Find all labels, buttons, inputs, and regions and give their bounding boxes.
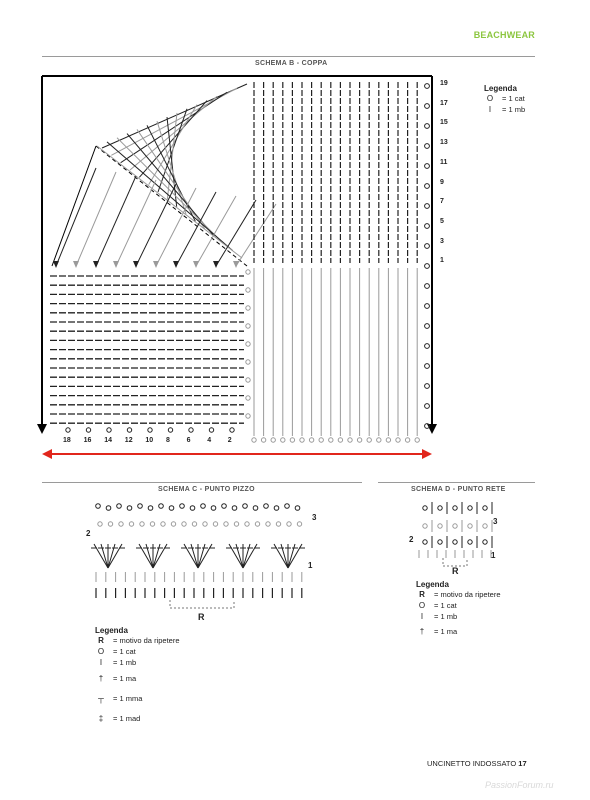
chain-mark <box>66 428 70 432</box>
chain-mark <box>425 324 430 329</box>
schema-c-rule <box>42 482 362 483</box>
chain-mark <box>129 522 133 526</box>
chain-mark <box>148 428 152 432</box>
legend-item-cat <box>416 600 501 611</box>
shaping-arrow <box>76 172 116 266</box>
legend-item-mb <box>416 611 501 622</box>
chain-mark <box>246 396 250 400</box>
legend-text: = 1 mb <box>502 105 526 114</box>
schema-b-legend <box>484 84 525 115</box>
column-number: 18 <box>63 437 71 444</box>
legend-text: = 1 mma <box>113 693 143 703</box>
legend-text: = 1 cat <box>113 647 136 656</box>
row-number: 17 <box>440 99 448 107</box>
vertical-stitch-columns <box>246 82 430 442</box>
chain-mark <box>222 504 227 509</box>
legend-text: = 1 ma <box>434 626 458 636</box>
chain-icon: O <box>486 94 494 103</box>
schema-d-title: SCHEMA D - PUNTO RETE <box>411 486 506 493</box>
chain-mark <box>483 524 487 528</box>
chain-mark <box>211 506 216 511</box>
chain-mark <box>438 540 442 544</box>
schema-b-title: SCHEMA B - COPPA <box>255 60 328 67</box>
chain-mark <box>189 428 193 432</box>
arrow-head <box>53 261 59 268</box>
chain-mark <box>425 384 430 389</box>
legend-item-mad <box>95 708 180 728</box>
row-label-1: 1 <box>491 551 496 560</box>
legend-text: = 1 ma <box>113 673 137 683</box>
schema-c-title: SCHEMA C - PUNTO PIZZO <box>158 486 255 493</box>
row-number: 3 <box>440 237 444 245</box>
legend-title: Legenda <box>95 626 128 635</box>
arrow-head <box>73 261 79 268</box>
chain-mark <box>405 438 409 442</box>
legend-item-mb <box>484 104 525 115</box>
shaping-arrow <box>136 184 176 266</box>
legend-text: = 1 cat <box>502 94 525 103</box>
column-number: 16 <box>83 437 92 444</box>
legend-item-cat <box>484 93 525 104</box>
chain-mark <box>425 184 430 189</box>
header-rule <box>42 56 535 57</box>
arrow-head <box>193 261 199 268</box>
repeat-icon: R <box>98 636 104 645</box>
chain-mark <box>468 540 472 544</box>
row-number: 9 <box>440 178 444 186</box>
chain-mark <box>203 522 207 526</box>
chain-mark <box>271 438 275 442</box>
repeat-bracket <box>170 600 234 608</box>
chain-mark <box>386 438 390 442</box>
schema-c-diagram <box>88 498 318 623</box>
row-number: 5 <box>440 217 444 225</box>
chain-mark <box>108 522 112 526</box>
arrow-head <box>153 261 159 268</box>
chain-mark <box>246 324 250 328</box>
legend-text: = 1 mad <box>113 713 141 723</box>
chain-mark <box>150 522 154 526</box>
horizontal-stitch-rows <box>50 276 244 432</box>
chain-mark <box>438 524 442 528</box>
chain-mark <box>338 438 342 442</box>
schema-d-diagram <box>405 498 505 578</box>
column-number: 4 <box>207 437 212 444</box>
chain-mark <box>190 506 195 511</box>
chain-mark <box>246 414 250 418</box>
legend-text: = motivo da ripetere <box>434 590 501 599</box>
repeat-label: R <box>198 612 205 622</box>
shaping-arrow <box>147 125 195 221</box>
chain-mark <box>209 428 213 432</box>
chain-icon: O <box>418 601 426 610</box>
chain-mark <box>425 364 430 369</box>
chain-mark <box>300 438 304 442</box>
schema-c-legend <box>95 626 180 728</box>
legend-text: = 1 mb <box>113 658 137 667</box>
chain-mark <box>348 438 352 442</box>
chain-mark <box>319 438 323 442</box>
chain-mark <box>171 522 175 526</box>
legend-item-ma <box>416 622 501 640</box>
chain-mark <box>274 506 279 511</box>
chain-mark <box>96 504 101 509</box>
column-number: 12 <box>124 437 133 444</box>
row-label-2: 2 <box>86 529 91 538</box>
chain-mark <box>213 522 217 526</box>
chain-mark <box>425 84 430 89</box>
shaping-arrow <box>116 180 156 266</box>
row-label-3: 3 <box>312 513 317 522</box>
chain-mark <box>425 264 430 269</box>
chain-mark <box>169 506 174 511</box>
chain-mark <box>453 540 457 544</box>
net-pattern-marks <box>419 502 492 558</box>
chain-mark <box>192 522 196 526</box>
chain-mark <box>276 522 280 526</box>
row-number: 13 <box>440 139 448 147</box>
arrow-head <box>113 261 119 268</box>
chain-mark <box>127 428 131 432</box>
arrow-head <box>213 261 219 268</box>
chain-mark <box>98 522 102 526</box>
chain-mark <box>117 504 122 509</box>
chain-mark <box>245 522 249 526</box>
shaping-arrow <box>176 192 216 266</box>
chain-mark <box>295 506 300 511</box>
chain-mark <box>423 524 427 528</box>
double-crochet-icon: † <box>419 626 425 636</box>
chain-mark <box>255 522 259 526</box>
row-number: 1 <box>440 257 444 265</box>
shaping-outline <box>52 146 96 266</box>
chain-mark <box>140 522 144 526</box>
legend-item-cat <box>95 646 180 657</box>
treble-crochet-icon: ‡ <box>98 713 104 723</box>
chain-mark <box>253 506 258 511</box>
row-label-1: 1 <box>308 561 313 570</box>
arrow-head <box>133 261 139 268</box>
chain-mark <box>425 304 430 309</box>
chain-mark <box>425 144 430 149</box>
chain-mark <box>425 244 430 249</box>
legend-item-mb <box>95 657 180 668</box>
row-number: 19 <box>440 80 448 87</box>
repeat-bracket <box>443 558 467 566</box>
column-number: 2 <box>227 437 232 444</box>
chain-mark <box>127 506 132 511</box>
footer-title: UNCINETTO INDOSSATO <box>427 759 517 768</box>
shaping-arrow <box>216 200 256 266</box>
chain-mark <box>106 506 111 511</box>
legend-item-mma <box>95 688 180 708</box>
chain-mark <box>246 342 250 346</box>
legend-item-ma <box>95 668 180 688</box>
chain-mark <box>468 524 472 528</box>
single-crochet-icon: I <box>488 105 492 114</box>
chain-mark <box>180 504 185 509</box>
shaping-arrow <box>96 176 136 266</box>
chain-mark <box>261 438 265 442</box>
double-crochet-icon: † <box>98 673 104 683</box>
legend-title: Legenda <box>484 84 517 93</box>
shaping-arrow <box>139 101 207 178</box>
legend-text: = 1 cat <box>434 601 457 610</box>
shaping-arrow <box>130 96 217 170</box>
section-tag: BEACHWEAR <box>473 30 535 40</box>
row-label-3: 3 <box>493 517 498 526</box>
chain-mark <box>148 506 153 511</box>
chain-mark <box>246 378 250 382</box>
watermark: PassionForum.ru <box>485 780 554 790</box>
chain-mark <box>266 522 270 526</box>
chain-mark <box>182 522 186 526</box>
chain-mark <box>246 270 250 274</box>
row-label-2: 2 <box>409 535 414 544</box>
chain-mark <box>483 540 487 544</box>
chain-mark <box>234 522 238 526</box>
chain-mark <box>425 224 430 229</box>
shaping-arrow <box>196 196 236 266</box>
chain-mark <box>107 428 111 432</box>
schema-d-legend <box>416 580 501 640</box>
chain-mark <box>290 438 294 442</box>
chain-mark <box>243 504 248 509</box>
chain-mark <box>252 438 256 442</box>
chain-mark <box>357 438 361 442</box>
arrow-head <box>233 261 239 268</box>
chain-mark <box>246 360 250 364</box>
chain-mark <box>119 522 123 526</box>
half-double-crochet-icon: ┬ <box>98 693 104 703</box>
column-number: 8 <box>166 437 170 444</box>
legend-item-repeat <box>416 589 501 600</box>
legend-title: Legenda <box>416 580 449 589</box>
repeat-icon: R <box>419 590 425 599</box>
chain-mark <box>287 522 291 526</box>
footer <box>427 759 527 768</box>
chain-mark <box>483 506 487 510</box>
chain-mark <box>453 506 457 510</box>
chain-mark <box>86 428 90 432</box>
schema-b-frame <box>37 76 437 434</box>
chain-mark <box>329 438 333 442</box>
chain-mark <box>367 438 371 442</box>
chain-mark <box>264 504 269 509</box>
chain-mark <box>201 504 206 509</box>
chain-mark <box>246 288 250 292</box>
row-number: 7 <box>440 198 444 206</box>
shaping-arrow <box>121 92 227 162</box>
chain-mark <box>285 504 290 509</box>
chain-mark <box>246 306 250 310</box>
legend-item-repeat <box>95 635 180 646</box>
chain-mark <box>232 506 237 511</box>
shaping-arrow <box>117 138 223 244</box>
page-number: 17 <box>518 759 527 768</box>
row-number: 15 <box>440 119 448 127</box>
chain-mark <box>396 438 400 442</box>
chain-mark <box>425 284 430 289</box>
chain-mark <box>224 522 228 526</box>
chain-mark <box>423 506 427 510</box>
schema-d-rule <box>378 482 535 483</box>
chain-mark <box>168 428 172 432</box>
schema-b-diagram <box>32 68 462 468</box>
repeat-label: R <box>452 566 459 576</box>
chain-mark <box>415 438 419 442</box>
legend-text: = 1 mb <box>434 612 458 621</box>
chain-mark <box>425 124 430 129</box>
shaping-arrow <box>236 204 276 266</box>
row-number: 11 <box>440 158 448 166</box>
chain-mark <box>453 524 457 528</box>
chain-mark <box>468 506 472 510</box>
width-arrow <box>42 449 432 459</box>
chain-mark <box>423 540 427 544</box>
chain-mark <box>230 428 234 432</box>
single-crochet-icon: I <box>99 658 103 667</box>
shaping-arrow <box>56 168 96 266</box>
arrow-head <box>173 261 179 268</box>
arrow-head <box>93 261 99 268</box>
legend-text: = motivo da ripetere <box>113 636 180 645</box>
single-crochet-icon: I <box>420 612 424 621</box>
column-number: 14 <box>104 437 112 444</box>
column-number: 10 <box>145 437 154 444</box>
chain-mark <box>425 204 430 209</box>
chain-icon: O <box>97 647 105 656</box>
chain-mark <box>161 522 165 526</box>
chain-mark <box>425 344 430 349</box>
column-number: 6 <box>186 437 191 444</box>
chain-mark <box>438 506 442 510</box>
chain-mark <box>297 522 301 526</box>
chain-mark <box>138 504 143 509</box>
lace-pattern-marks <box>91 504 305 598</box>
chain-mark <box>425 404 430 409</box>
chain-mark <box>377 438 381 442</box>
chain-mark <box>309 438 313 442</box>
chain-mark <box>281 438 285 442</box>
chain-mark <box>425 104 430 109</box>
chain-mark <box>425 164 430 169</box>
chain-mark <box>159 504 164 509</box>
shaping-arrows <box>53 84 276 268</box>
